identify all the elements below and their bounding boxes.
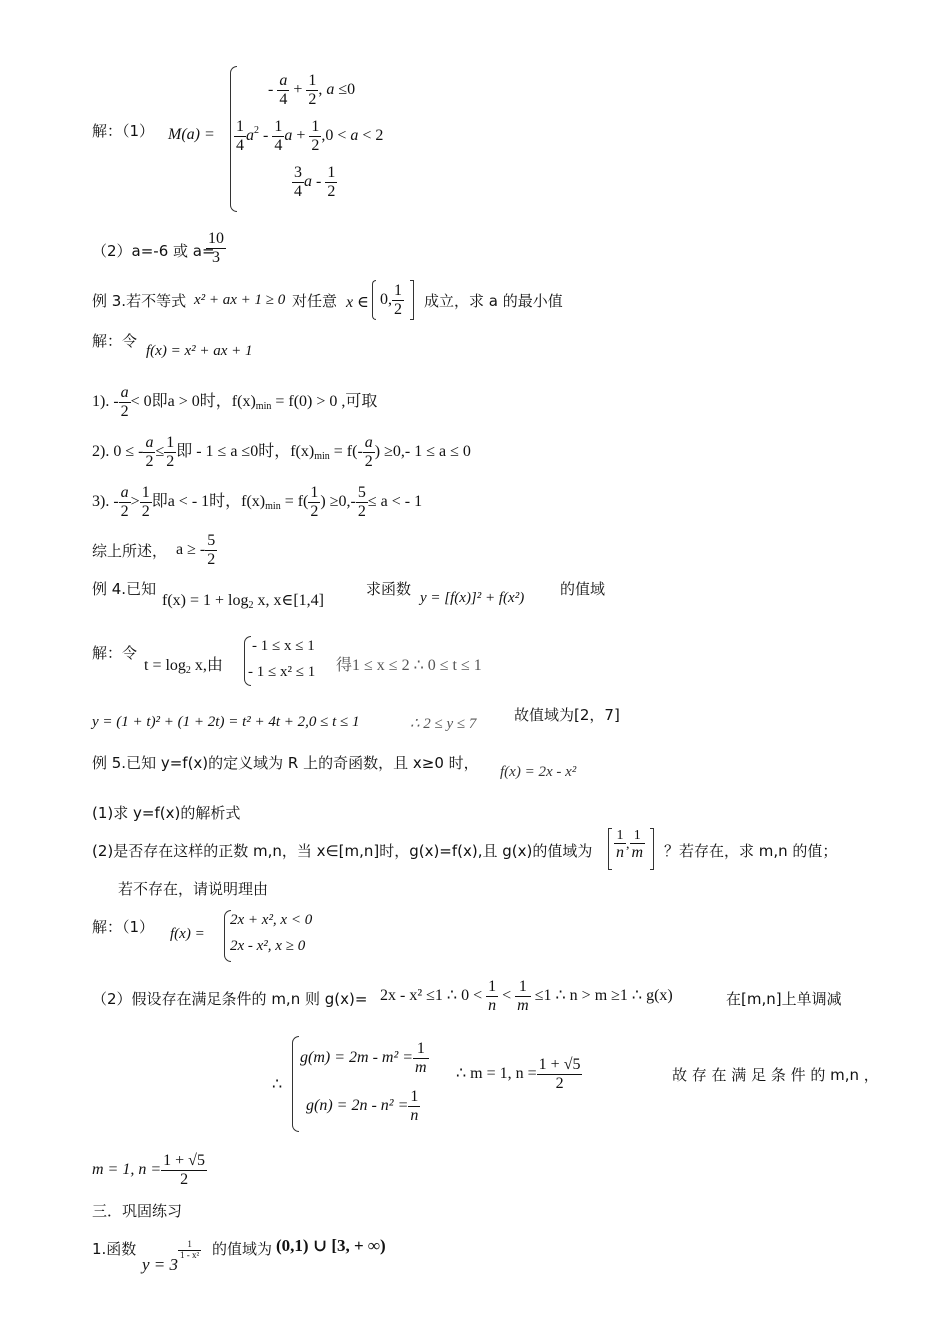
case-3: 3). - $\frac{a}{2}$ > $\frac{1}{2}$ 即a < - 1时，$f(x)_{min} = f$( $\frac{1}{2}$ ) ≥0,- $\frac{5}{2}$ ≤ a < - 1: [92, 484, 423, 520]
solution-4-y: y = (1 + t)² + (1 + 2t) = t² + 4t + 2,0 ≤ t ≤ 1: [92, 714, 360, 730]
solution-label-1: 解：（1）: [92, 122, 155, 140]
solution-3-label: 解：令: [92, 332, 138, 350]
example-5-text: 例 5.已知 y=f(x)的定义域为 R 上的奇函数，且 x≥0 时，: [92, 754, 479, 772]
solution-label-2: （2）a=-6 或 a=: [92, 242, 215, 260]
solution-5-label: 解：（1）: [92, 918, 155, 936]
system-2-row-1: g(m) = 2m - m² = $\frac{1}{m}$: [300, 1040, 427, 1076]
solution-4-y-range: ∴ 2 ≤ y ≤ 7: [410, 716, 477, 732]
system-2-row-2: g(n) = 2n - n² = $\frac{1}{n}$: [306, 1088, 419, 1124]
range-close-bracket: [650, 828, 654, 870]
interval-content: 0, $\frac{1}{2}$: [380, 282, 402, 318]
example-3-inequality: x² + ax + 1 ≥ 0: [194, 292, 286, 308]
example-5-function: f(x) = 2x - x²: [500, 764, 577, 780]
example-3-text-c: 成立，求 a 的最小值: [424, 292, 563, 310]
system-row-2: - 1 ≤ x² ≤ 1: [248, 664, 316, 680]
conclusion-label: 综上所述，: [92, 542, 168, 560]
exercise-1-function: y = 3 $\frac{1}{\text{1 - x²}}$: [142, 1239, 200, 1274]
conclusion-value: a ≥ - $\frac{5}{2}$: [176, 532, 216, 568]
close-bracket: [410, 280, 414, 320]
example-4-function: $f(x) = 1 + \log_2 x$, x∈[1,4]: [162, 592, 324, 611]
example-5-q1: (1)求 y=f(x)的解析式: [92, 804, 241, 822]
case-1: 1). - $\frac{a}{2}$ < 0即a > 0时，$f(x)_{min} = f(0) > 0$ ,可取: [92, 384, 378, 420]
example-4-text: 例 4.已知: [92, 580, 157, 598]
solution-5-part2-end: 在[m,n]上单调减: [726, 990, 842, 1008]
example-4-y: y = [f(x)]² + f(x²): [420, 590, 525, 606]
example-5-q2-c: 若不存在，请说明理由: [118, 880, 269, 898]
example-5-q2: (2)是否存在这样的正数 m,n，当 x∈[m,n]时，g(x)=f(x),且 g(x)的值域为: [92, 842, 593, 860]
solution-4-t: $t = \log_2 x$,由: [144, 657, 223, 676]
system-2-conclusion: 故 存 在 满 足 条 件 的 m,n ，: [672, 1066, 879, 1084]
solution-5-f: f(x) =: [170, 926, 205, 942]
example-5-q2-b: ？若存在，求 m,n 的值；: [664, 842, 838, 860]
solution-4-label: 解：令: [92, 644, 138, 662]
open-paren: [372, 280, 376, 320]
solution-5-part2: （2）假设存在满足条件的 m,n 则 g(x)=: [92, 990, 368, 1008]
piecewise-row-1: - $\frac{a}{4}$ + $\frac{1}{2}$ , a ≤0: [268, 72, 356, 108]
example-4-text-c: 的值域: [560, 580, 606, 598]
example-3-text: 例 3.若不等式: [92, 292, 187, 310]
solution-4-answer: 故值域为[2，7]: [514, 706, 620, 724]
section-3-heading: 三．巩固练习: [92, 1202, 183, 1220]
example-3-domain: x ∈: [346, 294, 369, 311]
solution-5-part2-math: 2x - x² ≤1 ∴ 0 < $\frac{1}{n}$ < $\frac{1}{m}$ ≤1 ∴ n > m ≥1 ∴ g(x): [380, 978, 673, 1014]
final-mn: m = 1, n = $\frac{1 + √5}{2}$: [92, 1152, 205, 1188]
range-open-bracket: [608, 828, 612, 870]
example-4-text-b: 求函数: [366, 580, 412, 598]
example-3-text-b: 对任意: [292, 292, 338, 310]
therefore-symbol: ∴: [272, 1076, 283, 1093]
system-2-result: ∴ m = 1, n = $\frac{1 + √5}{2}$: [456, 1056, 581, 1092]
piecewise-row-3: $\frac{3}{4}$ a - $\frac{1}{2}$: [294, 164, 336, 200]
solution-5-row-1: 2x + x², x < 0: [230, 912, 313, 928]
exercise-1-answer: (0,1) ∪ [3, + ∞): [276, 1236, 386, 1255]
system-2-brace: [292, 1036, 299, 1132]
system-row-1: - 1 ≤ x ≤ 1: [252, 638, 315, 654]
solution-3-function: f(x) = x² + ax + 1: [146, 343, 253, 359]
piecewise-row-2: $\frac{1}{4}$ $a^2$ - $\frac{1}{4}$ a + $\frac{1}{2}$ ,0 < a < 2: [236, 118, 384, 154]
exercise-1-text-b: 的值域为: [212, 1240, 273, 1258]
solution-5-row-2: 2x - x², x ≥ 0: [230, 938, 306, 954]
case-2: 2). 0 ≤ - $\frac{a}{2}$ ≤ $\frac{1}{2}$ 即 - 1 ≤ a ≤0时，$f(x)_{min} = f(-$ $\frac{a}{2}$ ) ≥0,- 1 ≤ a ≤ 0: [92, 434, 471, 470]
answer-fraction: $\frac{10}{3}$: [208, 230, 224, 266]
exercise-1-text: 1.函数: [92, 1240, 137, 1258]
M-of-a: M(a) =: [168, 126, 215, 143]
range-content: $\frac{1}{n}$ , $\frac{1}{m}$: [616, 828, 644, 862]
solution-4-range-t: 得1 ≤ x ≤ 2 ∴ 0 ≤ t ≤ 1: [336, 657, 482, 674]
